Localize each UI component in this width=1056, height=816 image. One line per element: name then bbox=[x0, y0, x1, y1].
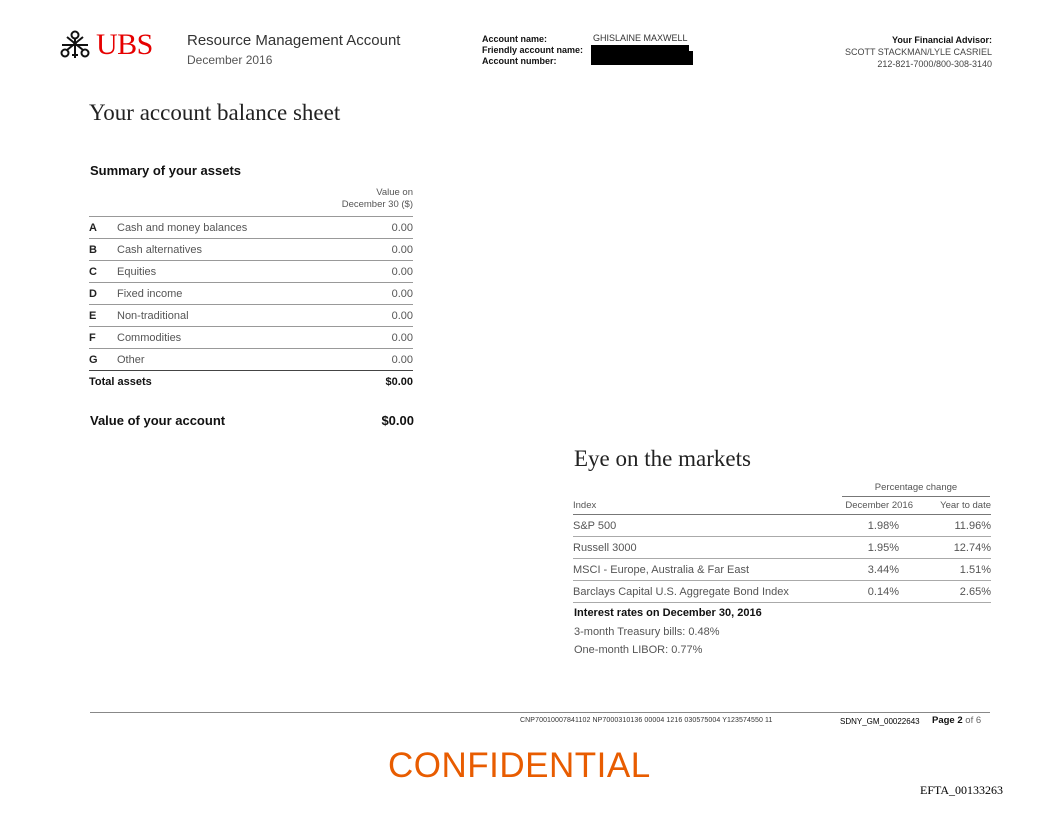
page-total: of 6 bbox=[965, 715, 982, 726]
table-header-row bbox=[573, 500, 991, 515]
month-change: 3.44% bbox=[803, 559, 913, 581]
value-column-header bbox=[318, 187, 413, 211]
ytd-change: 2.65% bbox=[913, 581, 991, 603]
account-value-label: Value of your account bbox=[90, 413, 226, 428]
index-name: S&P 500 bbox=[573, 515, 803, 537]
row-value: 0.00 bbox=[361, 305, 413, 327]
table-row bbox=[89, 261, 413, 283]
table-row bbox=[89, 239, 413, 261]
total-label: Total assets bbox=[89, 371, 361, 393]
row-value: 0.00 bbox=[361, 283, 413, 305]
account-type-title: Resource Management Account bbox=[187, 32, 401, 49]
bates-stamp: SDNY_GM_00022643 bbox=[840, 717, 920, 726]
column-header-index: Index bbox=[573, 500, 803, 515]
confidential-stamp: CONFIDENTIAL bbox=[388, 746, 651, 785]
index-name: Russell 3000 bbox=[573, 537, 803, 559]
statement-period: December 2016 bbox=[187, 53, 273, 67]
total-value: $0.00 bbox=[361, 371, 413, 393]
balance-sheet-title: Your account balance sheet bbox=[89, 100, 341, 125]
row-label: Non-traditional bbox=[117, 305, 361, 327]
row-letter: E bbox=[89, 305, 117, 327]
table-row bbox=[89, 349, 413, 371]
row-letter: B bbox=[89, 239, 117, 261]
index-name: MSCI - Europe, Australia & Far East bbox=[573, 559, 803, 581]
row-value: 0.00 bbox=[361, 239, 413, 261]
row-label: Equities bbox=[117, 261, 361, 283]
document-control-code: CNP70010007841102 NP7000310136 00004 1216 030575004 Y123574550 11 bbox=[520, 717, 773, 724]
ubs-logo bbox=[58, 28, 153, 62]
assets-table bbox=[89, 216, 413, 392]
column-header-month: December 2016 bbox=[803, 500, 913, 515]
interest-rates-heading: Interest rates on December 30, 2016 bbox=[574, 607, 762, 619]
advisor-phone: 212-821-7000/800-308-3140 bbox=[877, 59, 992, 69]
row-label: Other bbox=[117, 349, 361, 371]
table-row bbox=[573, 581, 991, 603]
summary-heading: Summary of your assets bbox=[90, 163, 242, 178]
table-row bbox=[89, 305, 413, 327]
ytd-change: 1.51% bbox=[913, 559, 991, 581]
footer-divider bbox=[90, 712, 990, 713]
account-number-label: Account number: bbox=[482, 56, 557, 66]
index-name: Barclays Capital U.S. Aggregate Bond Index bbox=[573, 581, 803, 603]
percentage-change-header: Percentage change bbox=[842, 482, 990, 497]
efta-id: EFTA_00133263 bbox=[920, 783, 1004, 797]
row-letter: F bbox=[89, 327, 117, 349]
account-info-labels bbox=[482, 34, 583, 67]
row-letter: A bbox=[89, 217, 117, 239]
treasury-rate: 3-month Treasury bills: 0.48% bbox=[574, 626, 720, 638]
column-header-ytd: Year to date bbox=[913, 500, 991, 515]
row-value: 0.00 bbox=[361, 327, 413, 349]
advisor-block bbox=[845, 34, 992, 70]
brand-name: UBS bbox=[96, 28, 153, 61]
table-row bbox=[89, 217, 413, 239]
value-header-line2: December 30 ($) bbox=[341, 199, 413, 210]
markets-title: Eye on the markets bbox=[574, 446, 751, 471]
month-change: 0.14% bbox=[803, 581, 913, 603]
ytd-change: 11.96% bbox=[913, 515, 991, 537]
account-name-value: GHISLAINE MAXWELL bbox=[593, 33, 688, 43]
month-change: 1.95% bbox=[803, 537, 913, 559]
table-row bbox=[89, 283, 413, 305]
row-label: Fixed income bbox=[117, 283, 361, 305]
markets-table bbox=[573, 500, 991, 603]
advisor-title: Your Financial Advisor: bbox=[891, 35, 992, 45]
three-keys-icon bbox=[58, 28, 92, 62]
table-row bbox=[89, 327, 413, 349]
table-row bbox=[573, 559, 991, 581]
row-letter: D bbox=[89, 283, 117, 305]
account-value-row bbox=[90, 413, 414, 428]
account-value-amount: $0.00 bbox=[381, 413, 414, 428]
page-number bbox=[932, 715, 981, 726]
value-header-line1: Value on bbox=[376, 187, 413, 198]
redaction-box bbox=[596, 51, 693, 65]
row-value: 0.00 bbox=[361, 261, 413, 283]
row-label: Cash and money balances bbox=[117, 217, 361, 239]
page-word: Page bbox=[932, 715, 955, 726]
row-letter: C bbox=[89, 261, 117, 283]
row-value: 0.00 bbox=[361, 349, 413, 371]
row-letter: G bbox=[89, 349, 117, 371]
row-value: 0.00 bbox=[361, 217, 413, 239]
row-label: Cash alternatives bbox=[117, 239, 361, 261]
table-row bbox=[573, 515, 991, 537]
row-label: Commodities bbox=[117, 327, 361, 349]
friendly-name-label: Friendly account name: bbox=[482, 45, 584, 55]
ytd-change: 12.74% bbox=[913, 537, 991, 559]
advisor-names: SCOTT STACKMAN/LYLE CASRIEL bbox=[844, 47, 992, 57]
libor-rate: One-month LIBOR: 0.77% bbox=[574, 644, 703, 656]
page-current: 2 bbox=[957, 715, 963, 726]
total-row bbox=[89, 371, 413, 393]
table-row bbox=[573, 537, 991, 559]
month-change: 1.98% bbox=[803, 515, 913, 537]
account-name-label: Account name: bbox=[482, 34, 548, 44]
